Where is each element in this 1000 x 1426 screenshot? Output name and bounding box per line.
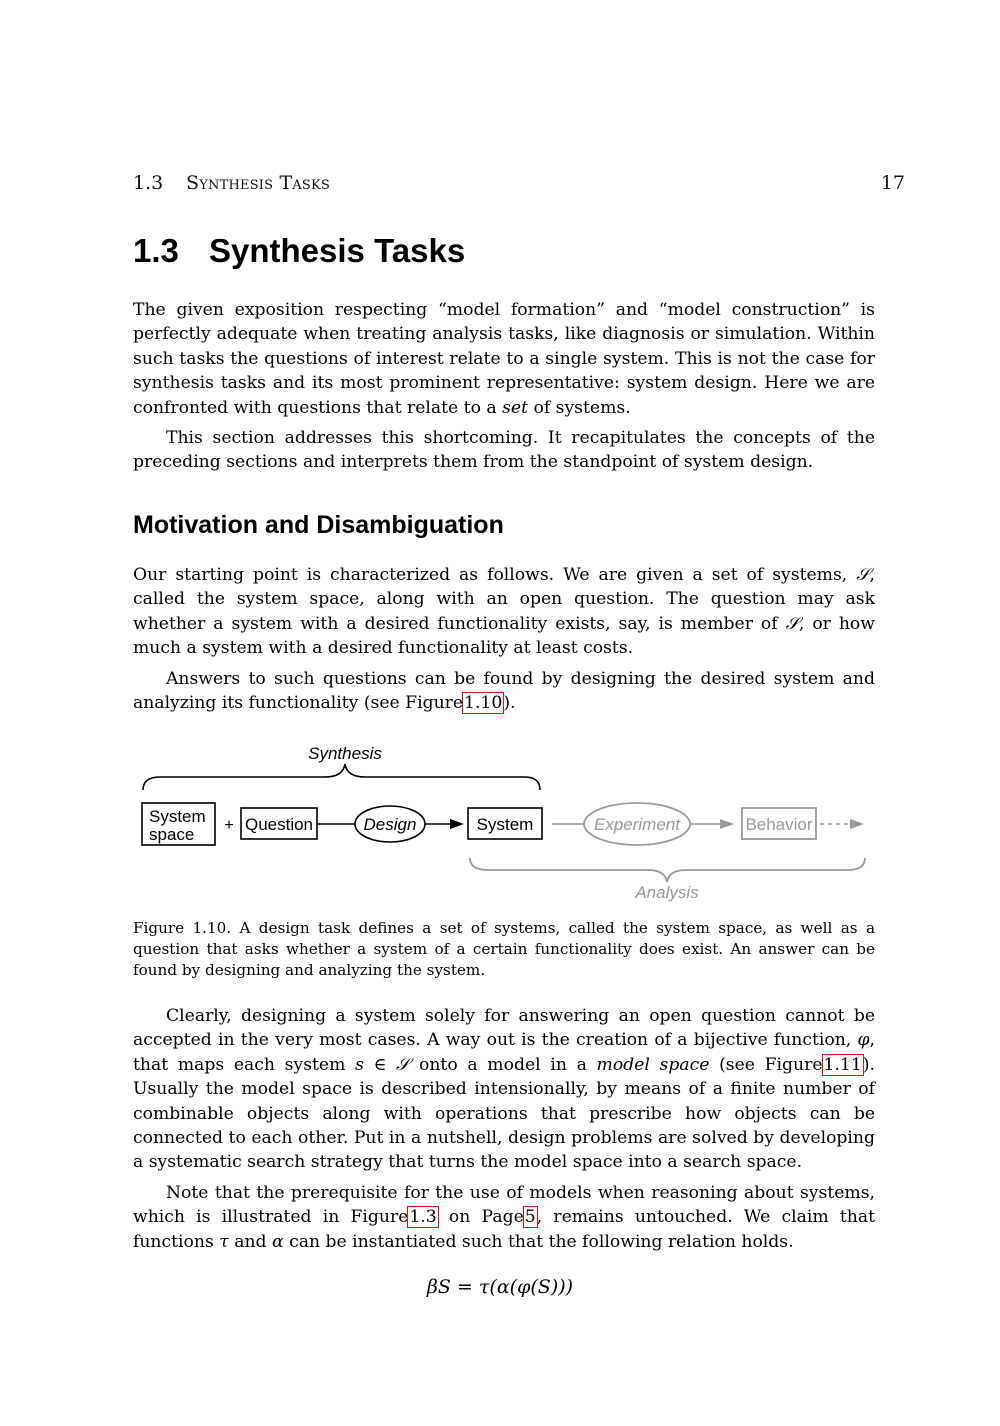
equation: β𝑆 = τ(α(φ(𝑆)))	[426, 1276, 574, 1298]
design-label: Design	[363, 815, 417, 834]
paragraph-text: , or how much a system with a desired functionality at least costs.	[133, 613, 875, 659]
page-number: 17	[880, 172, 905, 194]
experiment-label: Experiment	[594, 815, 680, 834]
math-expression-s-in-S: s ∈ 𝒮	[355, 1054, 410, 1075]
page-link-5[interactable]: 5	[524, 1207, 536, 1228]
section-heading-number: 1.3	[133, 232, 179, 269]
math-symbol-phi: φ	[857, 1030, 870, 1051]
paragraph-starting-point	[133, 563, 875, 661]
paragraph-text: , remains untouched. We claim that functions	[133, 1207, 875, 1252]
figure-caption: Figure 1.10. A design task defines a set of systems, called the system space, as well as a question that asks whether a system of a certain functionality does exist. An answer can be found by designing and analyzing the system.	[133, 919, 875, 979]
paragraph-bijective-function	[133, 1004, 875, 1175]
paragraph-text: on Page	[437, 1207, 524, 1228]
figure-1-10-diagram	[0, 730, 1000, 910]
analysis-label: Analysis	[635, 883, 699, 902]
figure-link-1-3[interactable]: 1.3	[409, 1207, 437, 1228]
figure-link-1-11[interactable]: 1.11	[823, 1054, 862, 1075]
synthesis-label: Synthesis	[308, 744, 382, 763]
paragraph-prerequisite	[133, 1181, 875, 1254]
paragraph-text: Note that the prerequisite for the use of models when reasoning about systems, which is illustrated in Figure	[133, 1183, 875, 1228]
paragraph-text: can be instantiated such that the following relation holds.	[283, 1231, 794, 1252]
paragraph-intro	[133, 298, 875, 420]
subsection-heading: Motivation and Disambiguation	[133, 511, 504, 539]
plus-sign: +	[224, 817, 234, 834]
paragraph-text: onto a model in a	[409, 1054, 597, 1075]
running-head-section-number: 1.3	[133, 172, 164, 194]
paragraph-shortcoming: This section addresses this shortcoming. It recapitulates the concepts of the preceding sections and interprets them from the standpoint of system design.	[133, 428, 875, 473]
analysis-brace	[470, 858, 865, 882]
emphasis-set: set	[502, 397, 529, 418]
question-label: Question	[244, 815, 314, 834]
design-to-system-arrowhead	[450, 819, 464, 829]
system-label: System	[476, 815, 534, 834]
section-heading	[133, 232, 465, 270]
math-symbol-system-set: 𝒮	[856, 565, 870, 585]
math-symbol-alpha: α	[272, 1231, 284, 1252]
paragraph-text: Answers to such questions can be found by designing the desired system and analyzing its functionality (see Figure	[133, 669, 875, 714]
paragraph-text: Clearly, designing a system solely for answering an open question cannot be accepted in the very most cases. A way out is the creation of a bijective function,	[133, 1006, 875, 1051]
paragraph-text: Our starting point is characterized as follows. We are given a set of systems,	[133, 565, 857, 585]
behavior-dashed-arrowhead	[850, 819, 864, 829]
experiment-to-behavior-arrowhead	[720, 819, 734, 829]
math-symbol-system-set: 𝒮	[785, 613, 799, 634]
behavior-label: Behavior	[745, 815, 813, 834]
section-heading-title: Synthesis Tasks	[209, 232, 466, 269]
paragraph-text: , that maps each system	[133, 1030, 875, 1075]
system-space-label-line2: space	[149, 825, 195, 844]
paragraph-text: ).	[503, 693, 516, 714]
math-symbol-tau: τ	[219, 1231, 229, 1252]
figure-link-1-10[interactable]: 1.10	[464, 693, 503, 714]
paragraph-text: The given exposition respecting “model formation” and “model construction” is perfectly adequate when treating analysis tasks, like diagnosis or simulation. Within such tasks the questions of interest relate to a single system. This is not the case for synthesis tasks and its most prominent representative: system design. Here we are confronted with questions that relate to a	[133, 300, 875, 418]
paragraph-text: of systems.	[528, 397, 631, 418]
emphasis-model-space: model space	[596, 1054, 710, 1075]
paragraph-text: (see Figure	[709, 1054, 823, 1075]
paragraph-text: and	[228, 1231, 272, 1252]
paragraph-text: ). Usually the model space is described intensionally, by means of a finite number of combinable objects along with operations that prescribe how objects can be connected to each other. Put in a nutshell, design problems are solved by developing a systematic search strategy that turns the model space into a search space.	[133, 1054, 875, 1173]
synthesis-brace	[143, 764, 540, 790]
system-space-label-line1: System	[149, 807, 206, 826]
paragraph-answers	[133, 667, 875, 716]
running-head-section-title: Synthesis Tasks	[186, 172, 331, 194]
paragraph-text: , called the system space, along with an open question. The question may ask whether a system with a desired functionality exists, say, is member of	[133, 565, 875, 634]
running-head	[133, 172, 905, 198]
